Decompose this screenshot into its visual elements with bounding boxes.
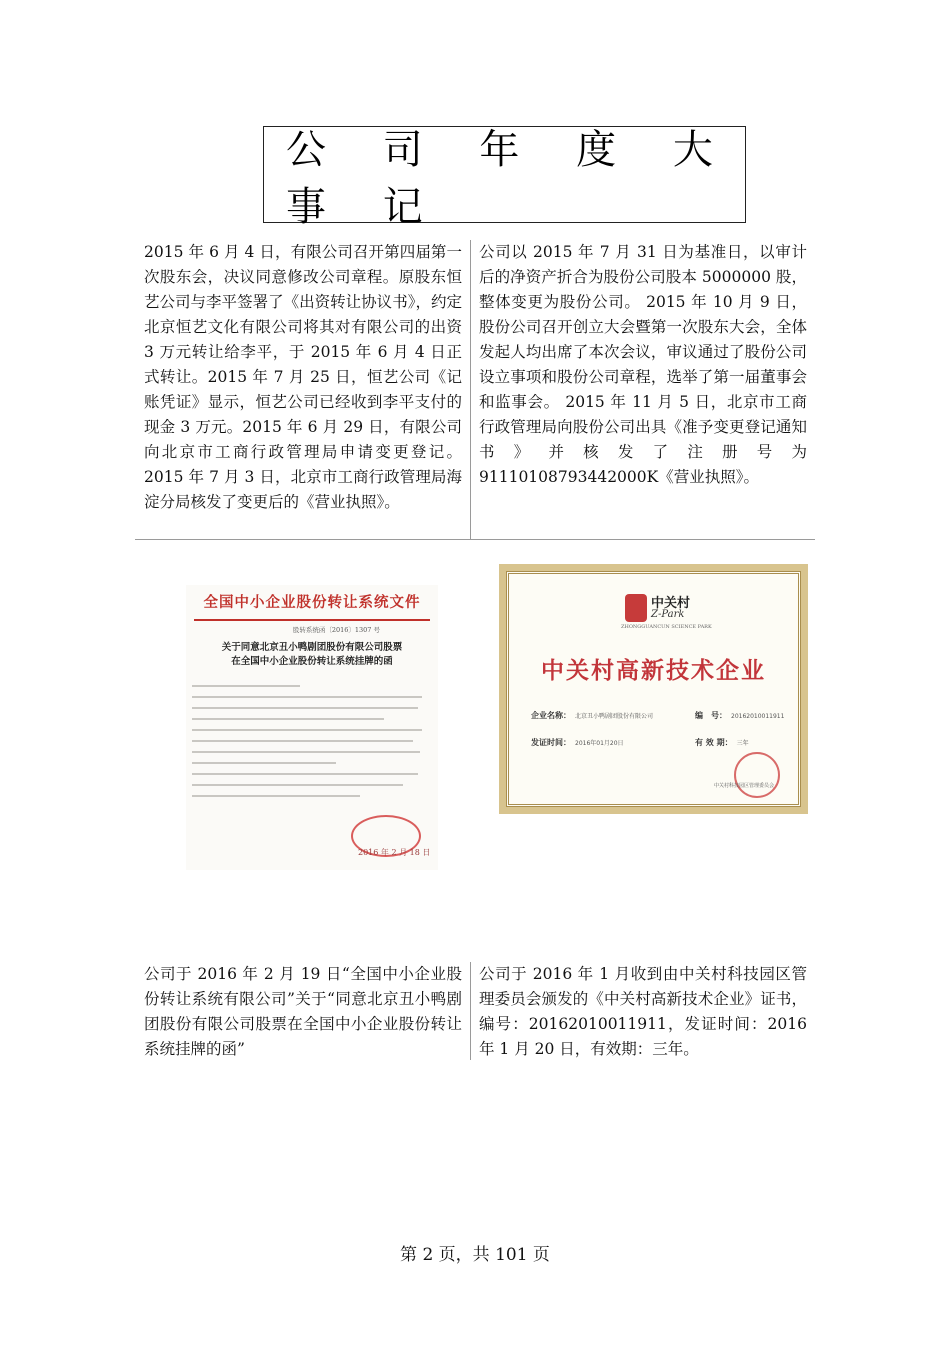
paragraph-right-2: 公司于 2016 年 1 月收到由中关村科技园区管理委员会颁发的《中关村高新技术企业》证书，编号：20162010011911，发证时间：2016 年 1 月 20 日，有效期：三年。 — [479, 965, 807, 1058]
cert-validity-label: 有 效 期： — [695, 738, 733, 747]
row-divider — [135, 539, 815, 540]
certificate-inner — [506, 571, 801, 807]
cert-number-label: 编 号： — [695, 711, 727, 720]
doc-subject-line-1: 关于同意北京丑小鸭剧团股份有限公司股票 — [221, 642, 403, 653]
cert-company-label: 企业名称： — [531, 711, 571, 720]
cert-seal-stamp — [734, 752, 780, 798]
page-footer: 第 2 页，共 101 页 — [400, 1245, 550, 1265]
cert-validity-value: 三年 — [736, 740, 749, 747]
cert-date-value: 2016年01月20日 — [575, 740, 624, 747]
cert-logo-name: 中关村 — [651, 596, 691, 611]
cert-date-label: 发证时间： — [531, 738, 571, 747]
cert-logo-sub: ZHONGGUANCUN SCIENCE PARK — [621, 624, 712, 630]
doc-red-rule — [194, 619, 430, 621]
column-divider-top — [470, 240, 471, 540]
cert-company-row — [531, 710, 653, 721]
cert-date-row — [531, 737, 624, 748]
cert-number-row — [695, 710, 784, 721]
zpark-logo-icon — [625, 594, 647, 622]
cert-issuer: 中关村科技园区管理委员会 — [714, 783, 775, 789]
page-title: 公 司 年 度 大 事 记 — [286, 126, 735, 230]
paragraph-right-1: 公司以 2015 年 7 月 31 日为基准日，以审计后的净资产折合为股份公司股本 5000000 股，整体变更为股份公司。 2015 年 10 月 9 日，股份公司召开创立大会暨第一次股东大会，全体发起人均出席了本次会议，审议通过了股份公司设立事项和股份公司章程，选举了第一届董事会和监事会。 2015 年 11 月 5 日，北京市工商行政管理局向股份公司出具《准予变更登记通知书》并核发了注册号为 91110108793442000K《营业执照》。 — [479, 243, 807, 486]
cert-logo-en: Z-Park — [651, 609, 685, 620]
doc-body-text — [192, 685, 432, 806]
cert-number-value: 20162010011911 — [731, 713, 785, 720]
doc-subject-line-2: 在全国中小企业股份转让系统挂牌的函 — [231, 656, 393, 667]
cert-validity-row — [695, 737, 749, 748]
approval-letter-image — [186, 585, 438, 870]
doc-header: 全国中小企业股份转让系统文件 — [203, 595, 421, 611]
title-box — [263, 126, 746, 230]
certificate-image — [499, 564, 808, 814]
doc-number: 股转系统函〔2016〕1307 号 — [292, 626, 380, 634]
paragraph-left-1: 2015 年 6 月 4 日，有限公司召开第四届第一次股东会，决议同意修改公司章程。原股东恒艺公司与李平签署了《出资转让协议书》，约定北京恒艺文化有限公司将其对有限公司的出资 3 万元转让给李平，于 2015 年 6 月 4 日正式转让。2015 年 7 月 25 日，恒艺公司《记账凭证》显示，恒艺公司已经收到李平支付的现金 3 万元。2015 年 6 月 29 日，有限公司向北京市工商行政管理局申请变更登记。2015 年 7 月 3 日，北京市工商行政管理局海淀分局核发了变更后的《营业执照》。 — [144, 243, 462, 511]
doc-subject — [186, 641, 438, 669]
doc-date: 2016 年 2 月 18 日 — [358, 848, 431, 857]
column-divider-bottom — [470, 962, 471, 1060]
paragraph-left-2: 公司于 2016 年 2 月 19 日“全国中小企业股份转让系统有限公司”关于“同意北京丑小鸭剧团股份有限公司股票在全国中小企业股份转让系统挂牌的函” — [144, 965, 462, 1058]
cert-title: 中关村高新技术企业 — [541, 658, 766, 684]
cert-company-value: 北京丑小鸭剧团股份有限公司 — [575, 713, 654, 720]
